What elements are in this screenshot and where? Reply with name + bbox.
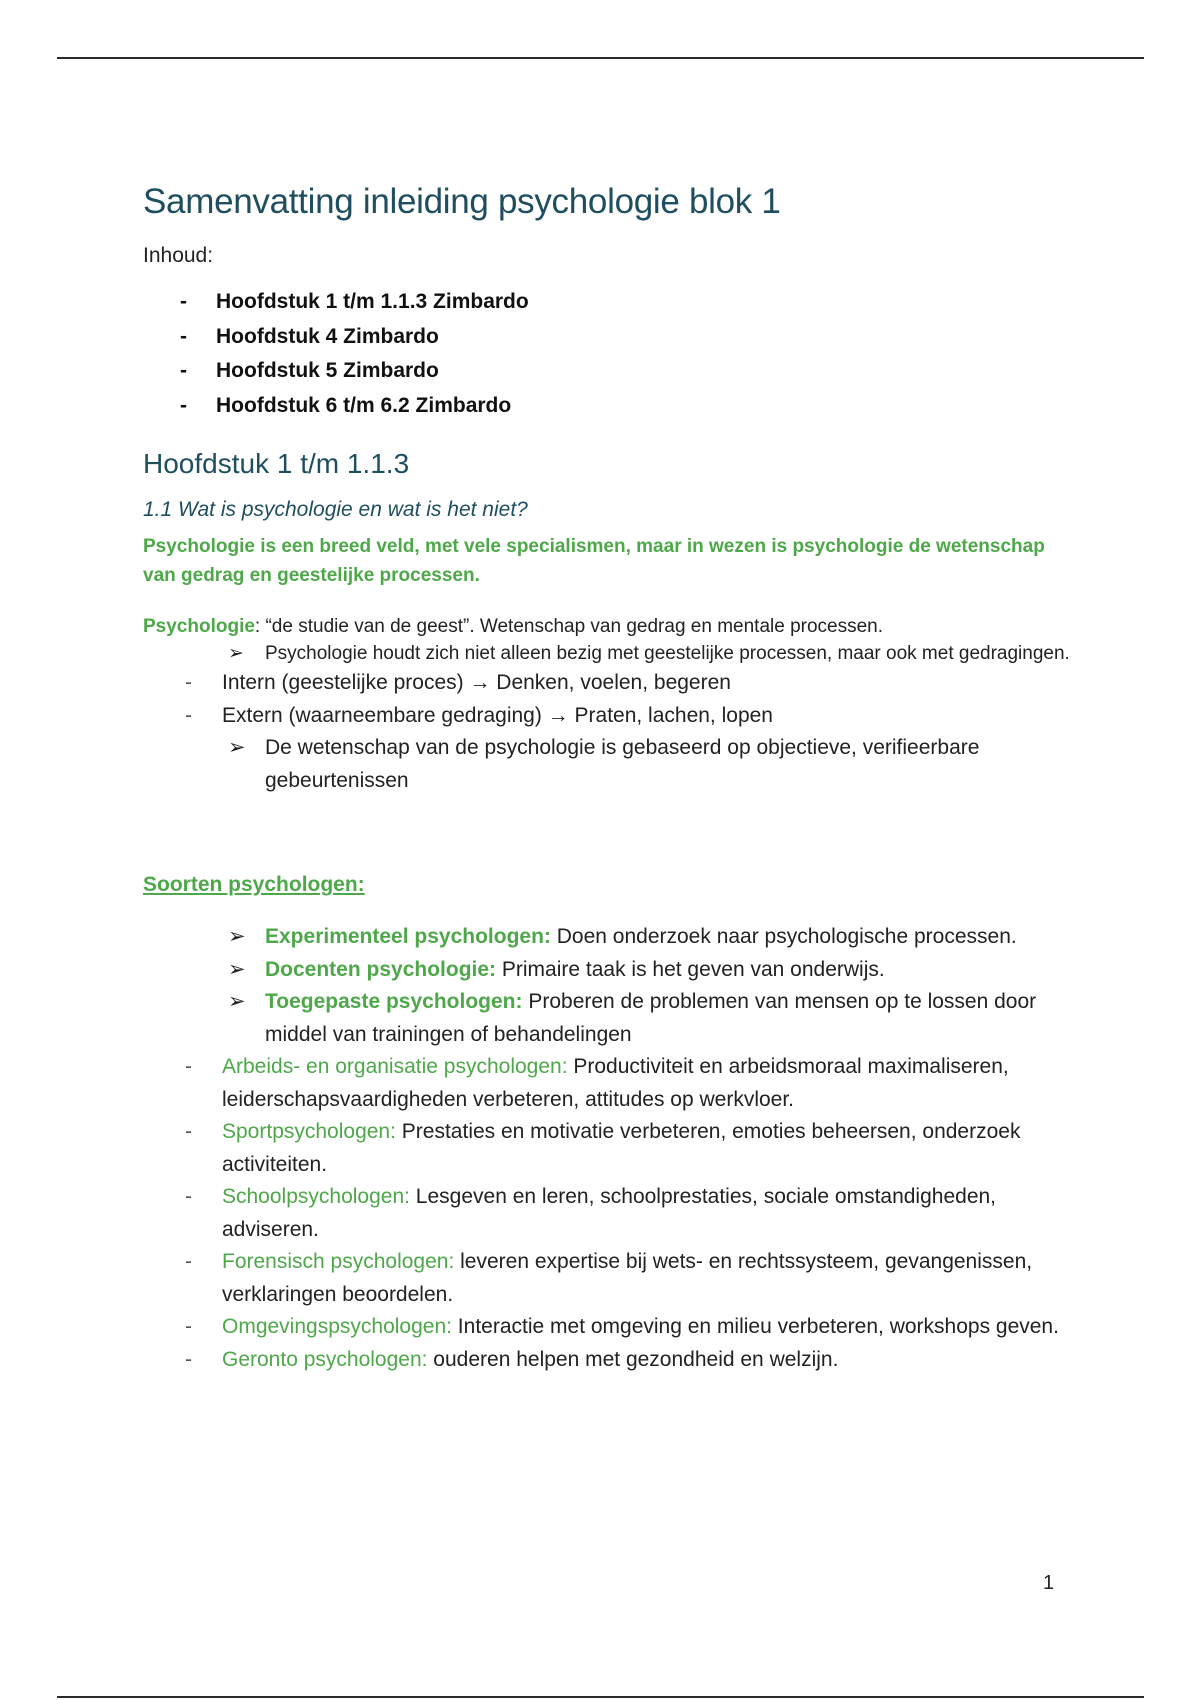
list-item <box>143 1116 1073 1181</box>
type-text: Lesgeven en leren, schoolprestaties, sociale omstandigheden, adviseren. <box>222 1185 997 1241</box>
dash-bullet: - <box>180 393 187 417</box>
intern-item <box>143 667 1073 700</box>
type-term: Schoolpsychologen: <box>222 1185 410 1208</box>
definition-point-text: De wetenschap van de psychologie is gebaseerd op objectieve, verifieerbare gebeurtenissen <box>265 736 980 792</box>
dash-bullet: - <box>185 1185 192 1208</box>
toc-item <box>143 394 1073 429</box>
definition-point-text: Psychologie houdt zich niet alleen bezig met geestelijke processen, maar ook met gedragingen. <box>265 643 1070 664</box>
definition-term: Psychologie <box>143 616 255 637</box>
type-term: Toegepaste psychologen: <box>265 990 523 1013</box>
type-term: Sportpsychologen: <box>222 1120 396 1143</box>
table-of-contents <box>143 290 1073 428</box>
list-item <box>143 921 1073 954</box>
psychologist-types-dash-list <box>143 1051 1073 1376</box>
chapter-heading: Hoofdstuk 1 t/m 1.1.3 <box>143 448 410 479</box>
dash-bullet: - <box>185 1250 192 1273</box>
dash-bullet: - <box>180 359 187 382</box>
arrow-bullet-icon: ➢ <box>228 925 246 948</box>
intro-paragraph: Psychologie is een breed veld, met vele specialismen, maar in wezen is psychologie de wetenschap van gedrag en geestelijke processen. <box>143 536 1045 586</box>
soorten-heading: Soorten psychologen: <box>143 873 365 896</box>
type-term: Experimenteel psychologen: <box>265 925 551 948</box>
toc-item <box>143 359 1073 394</box>
dash-bullet: - <box>185 703 192 727</box>
type-text: Doen onderzoek naar psychologische processen. <box>550 925 1017 948</box>
definition-text: : “de studie van de geest”. Wetenschap van gedrag en mentale processen. <box>254 616 884 637</box>
list-item <box>143 1246 1073 1311</box>
type-text: Proberen de problemen van mensen op te lossen door middel van trainingen of behandelingen <box>265 990 1037 1046</box>
document-title: Samenvatting inleiding psychologie blok 1 <box>143 182 781 221</box>
intern-text: Intern (geestelijke proces) → Denken, voelen, begeren <box>222 671 731 694</box>
arrow-bullet-icon: ➢ <box>228 957 246 981</box>
type-text: Primaire taak is het geven van onderwijs. <box>496 957 885 981</box>
definition-point <box>143 640 1073 667</box>
type-term: Forensisch psychologen: <box>222 1250 455 1273</box>
type-term: Docenten psychologie: <box>265 957 497 981</box>
list-item <box>143 1344 1073 1377</box>
type-text: ouderen helpen met gezondheid en welzijn. <box>427 1347 839 1371</box>
section-heading: 1.1 Wat is psychologie en wat is het niet? <box>143 498 528 521</box>
dash-bullet: - <box>185 1315 192 1338</box>
dash-bullet: - <box>180 290 187 313</box>
extern-item <box>143 700 1073 733</box>
dash-bullet: - <box>185 671 192 694</box>
psychologist-types-arrow-list <box>143 921 1073 1051</box>
list-item <box>143 1051 1073 1116</box>
dash-bullet: - <box>185 1055 192 1078</box>
type-term: Omgevingspsychologen: <box>222 1315 452 1338</box>
footer-rule <box>57 1696 1144 1698</box>
dash-bullet: - <box>185 1120 192 1143</box>
toc-item-label: Hoofdstuk 6 t/m 6.2 Zimbardo <box>216 393 512 417</box>
extern-text: Extern (waarneembare gedraging) → Praten, lachen, lopen <box>222 703 773 727</box>
dash-bullet: - <box>180 324 187 348</box>
arrow-bullet-icon: ➢ <box>228 990 246 1013</box>
definition-line <box>143 614 1073 640</box>
list-item <box>143 1311 1073 1344</box>
header-rule <box>57 57 1144 59</box>
type-text: leveren expertise bij wets- en rechtssysteem, gevangenissen, verklaringen beoordelen. <box>222 1250 1033 1306</box>
toc-item <box>143 290 1073 325</box>
list-item <box>143 1181 1073 1246</box>
definition-point <box>143 732 1073 797</box>
list-item <box>143 954 1073 987</box>
type-text: Interactie met omgeving en milieu verbeteren, workshops geven. <box>451 1315 1059 1338</box>
list-item <box>143 986 1073 1051</box>
type-text: Prestaties en motivatie verbeteren, emoties beheersen, onderzoek activiteiten. <box>222 1120 1021 1176</box>
type-term: Geronto psychologen: <box>222 1347 428 1371</box>
type-text: Productiviteit en arbeidsmoraal maximaliseren, leiderschapsvaardigheden verbeteren, attitudes op werkvloer. <box>222 1055 1009 1111</box>
toc-item-label: Hoofdstuk 4 Zimbardo <box>216 324 439 348</box>
toc-item-label: Hoofdstuk 1 t/m 1.1.3 Zimbardo <box>216 290 529 313</box>
dash-bullet: - <box>185 1347 192 1371</box>
arrow-bullet-icon: ➢ <box>228 643 244 664</box>
toc-item <box>143 325 1073 360</box>
type-term: Arbeids- en organisatie psychologen: <box>222 1055 568 1078</box>
arrow-bullet-icon: ➢ <box>228 736 246 759</box>
inhoud-label: Inhoud: <box>143 244 214 267</box>
toc-item-label: Hoofdstuk 5 Zimbardo <box>216 359 439 382</box>
page-number: 1 <box>1043 1572 1055 1594</box>
document-page <box>143 182 1073 1376</box>
